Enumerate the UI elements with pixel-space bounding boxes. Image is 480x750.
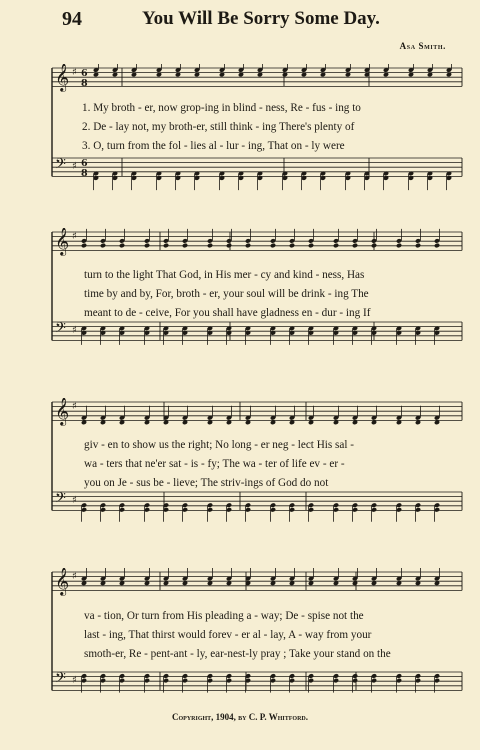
lyric-line: you on Je - sus be - lieve; The striv-ings of God do not xyxy=(84,477,329,489)
svg-text:𝄞: 𝄞 xyxy=(55,568,70,595)
svg-text:♯: ♯ xyxy=(72,401,77,412)
svg-text:6: 6 xyxy=(81,158,88,169)
svg-text:♯: ♯ xyxy=(72,571,77,582)
lyric-line: 2. De - lay not, my broth-er, still think - ing There's plenty of xyxy=(82,121,355,133)
svg-text:♯: ♯ xyxy=(72,67,77,78)
composer-credit: Asa Smith. xyxy=(399,41,446,51)
svg-text:8: 8 xyxy=(81,168,88,179)
svg-text:𝄢: 𝄢 xyxy=(55,320,66,340)
copyright-notice: Copyright, 1904, by C. P. Whitford. xyxy=(171,712,308,722)
lyric-line: meant to de - ceive, For you shall have gladness en - dur - ing If xyxy=(84,307,371,319)
lyric-line: giv - en to show us the right; No long - er neg - lect His sal - xyxy=(84,439,355,451)
lyric-line: last - ing, That thirst would forev - er al - lay, A - way from your xyxy=(84,629,372,641)
lyric-line: va - tion, Or turn from His pleading a - way; De - spise not the xyxy=(84,610,364,622)
music-system-4 xyxy=(0,568,480,708)
lyric-line: turn to the light That God, in His mer - cy and kind - ness, Has xyxy=(84,269,365,281)
svg-text:𝄢: 𝄢 xyxy=(55,156,66,176)
svg-text:𝄞: 𝄞 xyxy=(55,64,70,91)
svg-text:6: 6 xyxy=(81,68,88,79)
page-number: 94 xyxy=(62,8,82,30)
lyric-line: 3. O, turn from the fol - lies al - lur - ing, That on - ly were xyxy=(82,140,345,152)
music-system-2 xyxy=(0,228,480,358)
hymn-title: You Will Be Sorry Some Day. xyxy=(142,8,380,29)
svg-text:♯: ♯ xyxy=(72,231,77,242)
svg-text:𝄞: 𝄞 xyxy=(55,398,70,425)
svg-text:8: 8 xyxy=(81,78,88,89)
music-system-3 xyxy=(0,398,480,528)
svg-text:♯: ♯ xyxy=(72,325,77,336)
lyric-line: 1. My broth - er, now grop-ing in blind - ness, Re - fus - ing to xyxy=(82,102,361,114)
lyric-line: wa - ters that ne'er sat - is - fy; The wa - ter of life ev - er - xyxy=(84,458,345,470)
svg-text:𝄞: 𝄞 xyxy=(55,228,70,255)
svg-text:♯: ♯ xyxy=(72,675,77,686)
lyric-line: time by and by, For, broth - er, your soul will be drink - ing The xyxy=(84,288,369,300)
svg-text:𝄢: 𝄢 xyxy=(55,670,66,690)
lyric-line: smoth-er, Re - pent-ant - ly, ear-nest-ly pray ; Take your stand on the xyxy=(84,648,391,660)
svg-text:♯: ♯ xyxy=(72,161,77,172)
svg-text:♯: ♯ xyxy=(72,495,77,506)
music-system-1 xyxy=(0,64,480,194)
svg-text:𝄢: 𝄢 xyxy=(55,490,66,510)
